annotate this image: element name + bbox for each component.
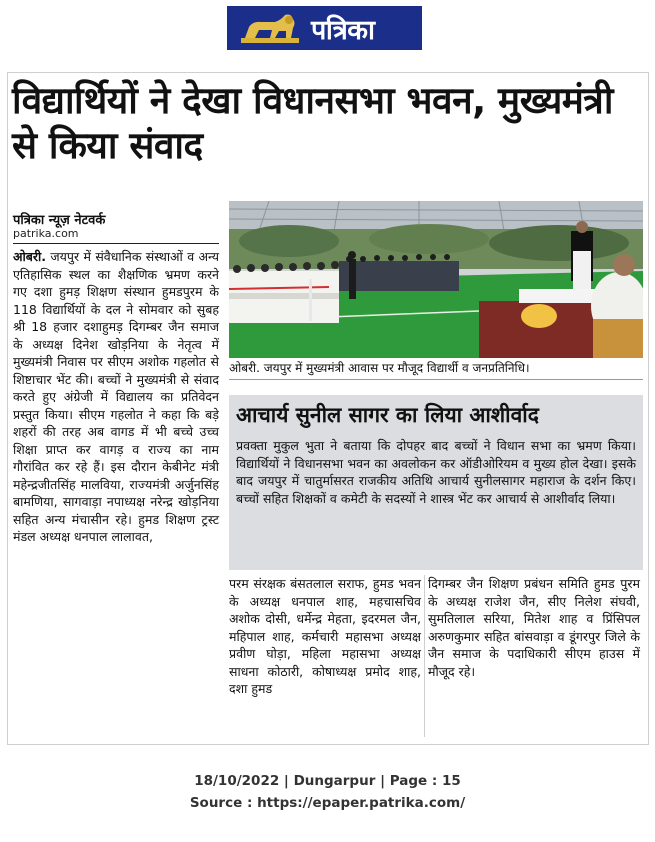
lion-icon — [235, 11, 305, 45]
source-label: Source : — [189, 795, 258, 811]
byline-agency: पत्रिका न्यूज़ नेटवर्क — [13, 213, 106, 228]
footer-source — [0, 795, 655, 811]
article-photo — [229, 201, 643, 358]
dateline: ओबरी. — [13, 249, 47, 264]
column-1-text: जयपुर में संवैधानिक संस्थाओं व अन्य एतिहासिक स्थल का शैक्षणिक भ्रमण करने गए दशा हुमड़ शिक्षण संस्थान हुमडपुरम के 118 विद्यार्थियों के दल ने सोमवार को सुबह श्री 18 हजार दशाहुमड़ दिगम्बर जैन समाज के अध्यक्ष दिनेश खोड़निया के नेतृत्व में मुख्यमंत्री निवास पर सीएम अशोक गहलोत से शिष्टाचार भेंट की। बच्चों ने मुख्यमंत्री से संवाद करते हुए अंग्रेजी में विद्यालय का प्रतिवेदन प्रस्तुत किया। सीएम गहलोत ने कहा कि बड़े शहरों की तरह अब वागड में भी बच्चे उच्च शिक्षा प्राप्त कर वागड़ व राज्य का नाम गौरांवित कर रहे हैं। इस दौरान केबीनेट मंत्री महेन्द्रजीतसिंह मालविया, राज्यमंत्री अर्जुनसिंह बामणिया, सागवाड़ा नपाध्यक्ष नरेन्द्र खोड़निया सहित अन्य मंचासीन रहे। हुमड शिक्षण ट्रस्ट मंडल अध्यक्ष धनपाल लालावत, — [13, 249, 219, 544]
byline-site: patrika.com — [13, 227, 79, 240]
source-link[interactable]: https://epaper.patrika.com/ — [257, 795, 466, 811]
column-divider — [424, 575, 425, 737]
footer-meta: 18/10/2022 | Dungarpur | Page : 15 — [194, 773, 461, 789]
footer-date: 18/10/2022 — [194, 773, 280, 789]
byline-divider — [13, 243, 219, 244]
photo-caption: ओबरी. जयपुर में मुख्यमंत्री आवास पर मौजूद विद्यार्थी व जनप्रतिनिधि। — [229, 360, 643, 380]
article-column-2: परम संरक्षक बंसतलाल सराफ, हुमड भवन के अध्यक्ष धनपाल शाह, महचासचिव अशोक दोसी, धर्मेन्द्र मेहता, इदरमल जैन, महिपाल शाह, कर्मचारी महासभा अध्यक्ष प्रवीण घोड़ा, महिला महासभा अध्यक्ष साधना कोठारी, कोषाध्यक्ष प्रमोद शाह, दशा हुमड — [229, 576, 421, 696]
footer-city: Dungarpur — [293, 773, 376, 789]
headline: विद्यार्थियों ने देखा विधानसभा भवन, मुख्यमंत्री से किया संवाद — [12, 79, 613, 167]
footer-page: Page : 15 — [389, 773, 461, 789]
masthead — [227, 6, 422, 50]
article-column-1 — [13, 248, 219, 546]
subheading: आचार्य सुनील सागर का लिया आशीर्वाद — [236, 403, 539, 427]
masthead-title: पत्रिका — [311, 14, 375, 46]
article-column-3: दिगम्बर जैन शिक्षण प्रबंधन समिति हुमड पुरम के अध्यक्ष राजेश जैन, सीए निलेश संघवी, सुमतिलाल सरिया, मितेश शाह व प्रिंसिपल अरुणकुमार सहित बांसवाड़ा व डूंगरपुर जिले के जैन समाज के पदाधिकारी सीएम हाउस में मौजूद रहे। — [428, 576, 640, 679]
highlight-text: प्रवक्ता मुकुल भुता ने बताया कि दोपहर बाद बच्चों ने विधान सभा का भ्रमण किया। विद्यार्थियों ने विधानसभा भवन का अवलोकन कर ऑडीओरियम व मुख्य होल देखा। इसके बाद जयपुर में चातुर्मासरत राजकीय अतिथि आचार्य सुनीलसागर महाराज के दर्शन किए। बच्चों सहित शिक्षकों व कमेटी के सदस्यों ने शास्त्र भेंट कर आचार्य से आशीर्वाद लिया। — [236, 438, 636, 506]
